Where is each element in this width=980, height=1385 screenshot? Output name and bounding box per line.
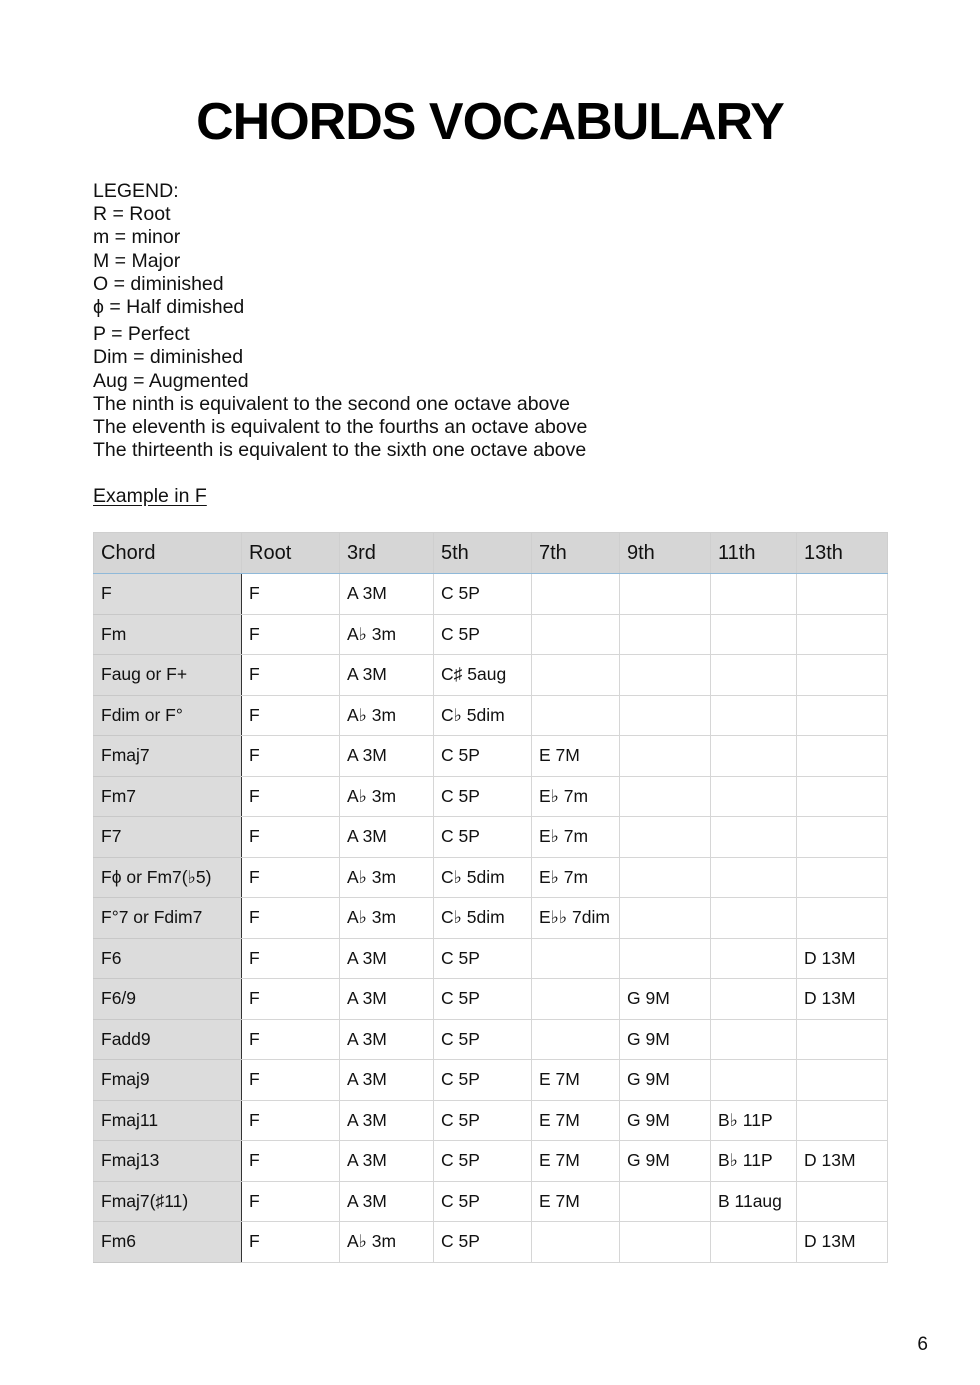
cell-3rd: A♭ 3m (340, 776, 434, 817)
cell-7th (532, 695, 620, 736)
cell-5th: C 5P (434, 736, 532, 777)
cell-13th: D 13M (797, 938, 888, 979)
table-row (94, 574, 888, 615)
cell-7th: E 7M (532, 1060, 620, 1101)
cell-5th: C 5P (434, 1222, 532, 1263)
cell-root: F (242, 655, 340, 696)
cell-chord: Fmaj11 (94, 1100, 242, 1141)
cell-9th (620, 857, 711, 898)
cell-chord: Fm (94, 614, 242, 655)
table-row (94, 1181, 888, 1222)
cell-5th: C 5P (434, 938, 532, 979)
cell-root: F (242, 614, 340, 655)
cell-11th (711, 574, 797, 615)
cell-3rd: A 3M (340, 1060, 434, 1101)
legend-line: P = Perfect (93, 323, 190, 346)
cell-9th (620, 938, 711, 979)
cell-3rd: A♭ 3m (340, 898, 434, 939)
cell-7th (532, 979, 620, 1020)
page-title: CHORDS VOCABULARY (196, 93, 784, 151)
cell-11th (711, 817, 797, 858)
legend-line: LEGEND: (93, 180, 179, 202)
table-row (94, 1019, 888, 1060)
table-row (94, 695, 888, 736)
header-root: Root (242, 533, 340, 574)
cell-root: F (242, 979, 340, 1020)
cell-7th (532, 655, 620, 696)
cell-root: F (242, 1222, 340, 1263)
cell-5th: C 5P (434, 1060, 532, 1101)
cell-7th: E♭ 7m (532, 817, 620, 858)
cell-3rd: A 3M (340, 1019, 434, 1060)
cell-root: F (242, 898, 340, 939)
cell-chord: Faug or F+ (94, 655, 242, 696)
cell-9th (620, 736, 711, 777)
cell-chord: Fmaj13 (94, 1141, 242, 1182)
cell-3rd: A♭ 3m (340, 857, 434, 898)
legend-line: The ninth is equivalent to the second one octave above (93, 392, 570, 415)
cell-chord: F (94, 574, 242, 615)
table-row (94, 817, 888, 858)
cell-9th: G 9M (620, 1019, 711, 1060)
legend-line: The thirteenth is equivalent to the sixth one octave above (93, 439, 587, 462)
legend-line: R = Root (93, 203, 171, 226)
table-row (94, 938, 888, 979)
cell-7th: E♭ 7m (532, 857, 620, 898)
table-row (94, 736, 888, 777)
header-11th: 11th (711, 533, 797, 574)
cell-root: F (242, 1141, 340, 1182)
cell-9th (620, 1222, 711, 1263)
cell-7th (532, 614, 620, 655)
cell-13th (797, 614, 888, 655)
cell-9th (620, 614, 711, 655)
cell-chord: Fm6 (94, 1222, 242, 1263)
cell-9th: G 9M (620, 1060, 711, 1101)
cell-7th (532, 1222, 620, 1263)
table-body (94, 574, 888, 1263)
cell-9th (620, 817, 711, 858)
cell-root: F (242, 857, 340, 898)
cell-7th (532, 574, 620, 615)
cell-7th: E♭♭ 7dim (532, 898, 620, 939)
cell-13th (797, 574, 888, 615)
cell-5th: C 5P (434, 1100, 532, 1141)
cell-9th (620, 574, 711, 615)
table-row (94, 898, 888, 939)
cell-chord: F7 (94, 817, 242, 858)
cell-5th: C 5P (434, 614, 532, 655)
cell-3rd: A 3M (340, 736, 434, 777)
cell-9th (620, 898, 711, 939)
legend-line: M = Major (93, 249, 181, 272)
cell-11th (711, 979, 797, 1020)
cell-root: F (242, 1181, 340, 1222)
cell-5th: C 5P (434, 1141, 532, 1182)
cell-9th: G 9M (620, 979, 711, 1020)
cell-3rd: A 3M (340, 574, 434, 615)
cell-13th: D 13M (797, 1141, 888, 1182)
cell-chord: Fmaj7(♯11) (94, 1181, 242, 1222)
cell-5th: C♭ 5dim (434, 898, 532, 939)
cell-13th (797, 1060, 888, 1101)
cell-root: F (242, 695, 340, 736)
cell-3rd: A 3M (340, 655, 434, 696)
cell-13th (797, 857, 888, 898)
cell-root: F (242, 817, 340, 858)
cell-5th: C 5P (434, 979, 532, 1020)
cell-5th: C 5P (434, 574, 532, 615)
table-row (94, 1141, 888, 1182)
chords-table (93, 532, 888, 1263)
cell-13th: D 13M (797, 979, 888, 1020)
cell-chord: F°7 or Fdim7 (94, 898, 242, 939)
legend (93, 180, 893, 462)
cell-11th (711, 857, 797, 898)
legend-line: Aug = Augmented (93, 369, 249, 392)
legend-line: ϕ = Half dimished (93, 296, 245, 319)
cell-11th (711, 736, 797, 777)
cell-7th (532, 1019, 620, 1060)
cell-11th (711, 776, 797, 817)
cell-5th: C 5P (434, 1019, 532, 1060)
cell-7th: E 7M (532, 1100, 620, 1141)
cell-9th: G 9M (620, 1141, 711, 1182)
legend-line: The eleventh is equivalent to the fourths an octave above (93, 416, 588, 439)
header-chord: Chord (94, 533, 242, 574)
cell-13th (797, 776, 888, 817)
cell-chord: F6/9 (94, 979, 242, 1020)
cell-11th (711, 1222, 797, 1263)
cell-11th: B♭ 11P (711, 1100, 797, 1141)
cell-3rd: A 3M (340, 979, 434, 1020)
cell-chord: Fdim or F° (94, 695, 242, 736)
cell-3rd: A 3M (340, 1141, 434, 1182)
cell-7th: E 7M (532, 736, 620, 777)
cell-root: F (242, 1019, 340, 1060)
table-row (94, 776, 888, 817)
cell-3rd: A♭ 3m (340, 614, 434, 655)
cell-5th: C 5P (434, 817, 532, 858)
cell-9th (620, 1181, 711, 1222)
cell-7th (532, 938, 620, 979)
cell-root: F (242, 574, 340, 615)
cell-5th: C♯ 5aug (434, 655, 532, 696)
cell-3rd: A♭ 3m (340, 1222, 434, 1263)
cell-13th (797, 898, 888, 939)
cell-13th (797, 1100, 888, 1141)
cell-13th (797, 655, 888, 696)
table-row (94, 1222, 888, 1263)
legend-line: m = minor (93, 226, 181, 249)
cell-11th (711, 938, 797, 979)
cell-11th (711, 898, 797, 939)
cell-7th: E 7M (532, 1181, 620, 1222)
cell-11th (711, 1060, 797, 1101)
cell-13th (797, 695, 888, 736)
cell-5th: C♭ 5dim (434, 695, 532, 736)
table-row (94, 857, 888, 898)
header-7th: 7th (532, 533, 620, 574)
cell-3rd: A 3M (340, 938, 434, 979)
table-row (94, 1060, 888, 1101)
example-label: Example in F (93, 485, 207, 507)
cell-9th: G 9M (620, 1100, 711, 1141)
header-5th: 5th (434, 533, 532, 574)
cell-5th: C 5P (434, 776, 532, 817)
cell-root: F (242, 776, 340, 817)
cell-chord: F6 (94, 938, 242, 979)
header-13th: 13th (797, 533, 888, 574)
header-9th: 9th (620, 533, 711, 574)
cell-root: F (242, 736, 340, 777)
table-header-row (94, 533, 888, 574)
cell-11th: B♭ 11P (711, 1141, 797, 1182)
legend-line: O = diminished (93, 272, 224, 295)
cell-3rd: A 3M (340, 1100, 434, 1141)
cell-7th: E 7M (532, 1141, 620, 1182)
cell-13th (797, 1181, 888, 1222)
page-number: 6 (917, 1334, 928, 1355)
header-3rd: 3rd (340, 533, 434, 574)
cell-13th (797, 1019, 888, 1060)
table-row (94, 655, 888, 696)
cell-11th: B 11aug (711, 1181, 797, 1222)
cell-5th: C 5P (434, 1181, 532, 1222)
cell-chord: Fm7 (94, 776, 242, 817)
cell-root: F (242, 938, 340, 979)
cell-11th (711, 614, 797, 655)
table-row (94, 979, 888, 1020)
cell-7th: E♭ 7m (532, 776, 620, 817)
table-row (94, 614, 888, 655)
cell-9th (620, 776, 711, 817)
cell-chord: Fadd9 (94, 1019, 242, 1060)
cell-11th (711, 655, 797, 696)
cell-9th (620, 695, 711, 736)
cell-chord: Fmaj7 (94, 736, 242, 777)
cell-9th (620, 655, 711, 696)
cell-chord: Fϕ or Fm7(♭5) (94, 857, 242, 898)
cell-root: F (242, 1100, 340, 1141)
cell-3rd: A 3M (340, 1181, 434, 1222)
cell-11th (711, 695, 797, 736)
cell-3rd: A 3M (340, 817, 434, 858)
cell-chord: Fmaj9 (94, 1060, 242, 1101)
table-row (94, 1100, 888, 1141)
cell-13th: D 13M (797, 1222, 888, 1263)
legend-line: Dim = diminished (93, 346, 244, 369)
cell-11th (711, 1019, 797, 1060)
cell-3rd: A♭ 3m (340, 695, 434, 736)
cell-13th (797, 736, 888, 777)
cell-13th (797, 817, 888, 858)
cell-5th: C♭ 5dim (434, 857, 532, 898)
cell-root: F (242, 1060, 340, 1101)
